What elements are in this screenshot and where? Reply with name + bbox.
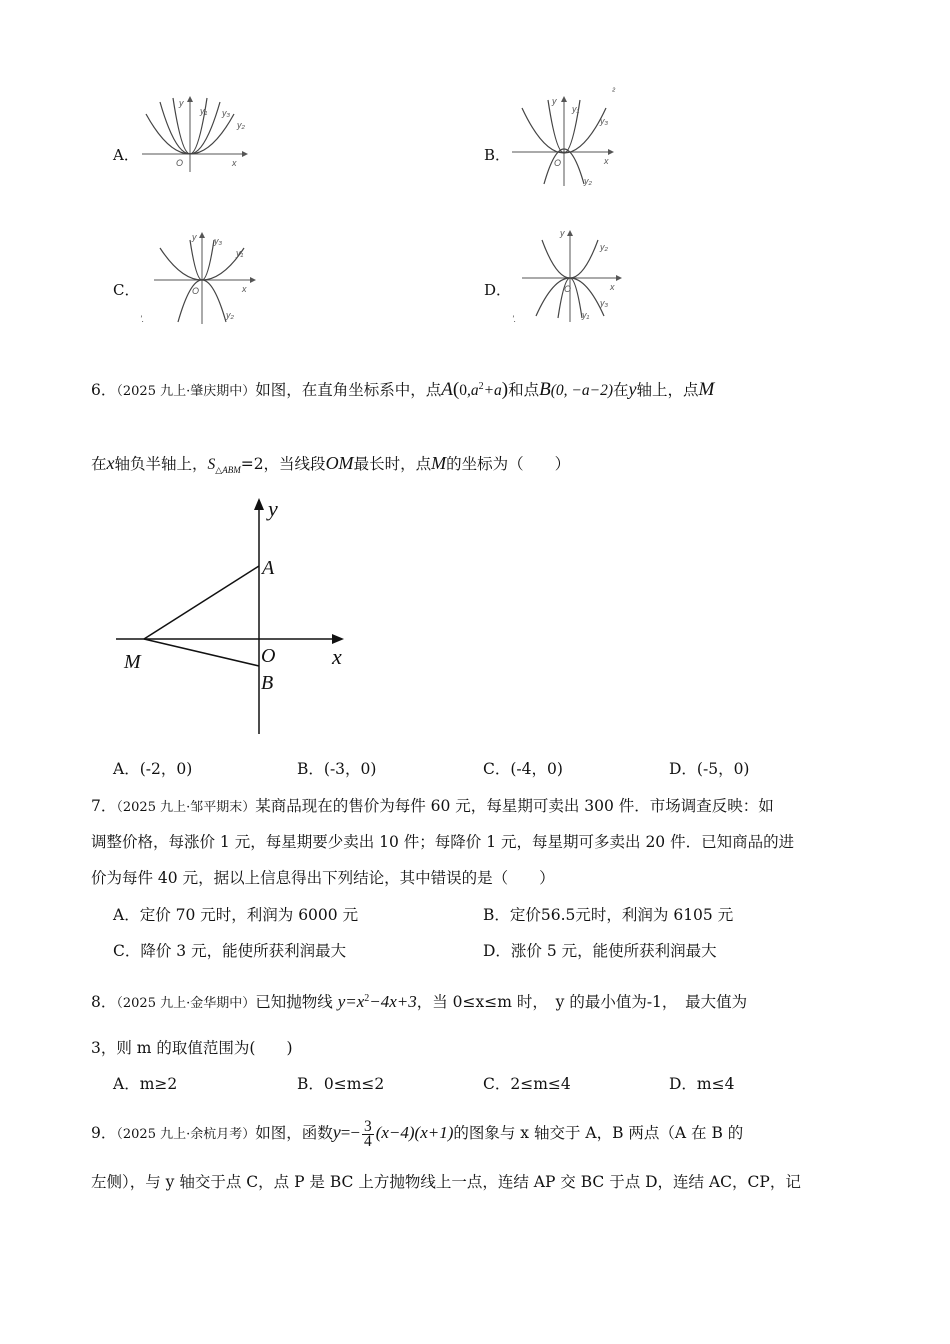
q6-a: a: [470, 382, 479, 400]
q5a-x-label: x: [232, 158, 237, 168]
q8-option-c: C．2≤m≤4: [483, 1075, 571, 1093]
q7-text1: 某商品现在的售价为每件 60 元，每星期可卖出 300 件．市场调查反映：如: [255, 797, 774, 815]
q9-factors: (x−4)(x+1): [375, 1123, 454, 1142]
q5-option-a-label: A．: [113, 146, 139, 164]
q5c-mark: '.: [140, 314, 145, 324]
q6-figure: [110, 492, 360, 746]
q5-graph-d: [508, 222, 626, 326]
q6-option-c: C．(-4，0): [483, 760, 563, 778]
q6-paren: (: [452, 379, 460, 401]
q6-b-coord: (0, −a−2): [550, 382, 613, 400]
q6-l2-end: 的坐标为（ ）: [446, 455, 571, 473]
q6-option-b: B．(-3，0): [297, 760, 377, 778]
q6-point-m: M: [698, 379, 715, 401]
q5a-y3-label: y₃: [222, 108, 231, 118]
q5a-y1-label: y₁: [200, 106, 208, 116]
q9-eq: =−: [340, 1123, 360, 1142]
q6-point-a: A: [441, 379, 453, 401]
q6-sup: 2: [478, 381, 484, 392]
q5c-y2-label: y₂: [226, 310, 234, 320]
q7-source: （2025 九上·邹平期末）: [116, 800, 256, 815]
q7-option-b: B．定价56.5元时，利润为 6105 元: [483, 906, 734, 924]
q5d-y1-label: y₁: [582, 310, 590, 320]
q9-frac-den: 4: [363, 1132, 372, 1150]
q6-fig-b: B: [261, 672, 274, 694]
q5-graph-a: [138, 94, 250, 174]
q5d-x-label: x: [610, 282, 615, 292]
q6-line2: [91, 452, 570, 481]
q7-line1: [91, 795, 774, 819]
q8-source: （2025 九上·金华期中）: [116, 996, 256, 1012]
q8-post: ，当 0≤x≤m 时， y 的最小值为-1， 最大值为: [416, 993, 748, 1012]
q6-option-d: D．(-5，0): [669, 760, 750, 778]
q9-pre: 如图，函数: [255, 1124, 333, 1142]
q5b-x-label: x: [604, 156, 609, 166]
q5c-y1-label: y₁: [236, 248, 244, 258]
q5b-y-label: y: [552, 96, 557, 106]
q8-pre: 已知抛物线: [255, 993, 333, 1012]
q6-l2-m: M: [431, 453, 447, 473]
q7-option-a: A．定价 70 元时，利润为 6000 元: [113, 906, 359, 924]
q5a-y-label: y: [179, 98, 184, 108]
q5d-y2-label: y₂: [600, 242, 608, 252]
q6-l2-sub: △ABM: [215, 465, 241, 476]
q6-point-b: B: [539, 379, 551, 401]
q6-source: （2025 九上·肇庆期中）: [116, 384, 256, 400]
q6-and: 和点: [508, 381, 540, 400]
q8-formula-rest: −4x+3: [369, 992, 417, 1012]
q5-option-c-label: C．: [113, 281, 140, 299]
q5c-o-label: O: [192, 286, 200, 296]
q6-l2-om: OM: [325, 453, 354, 473]
q5-graph-c: [138, 226, 256, 326]
q6-line1: [91, 376, 714, 403]
q6-paren-close: ): [501, 379, 509, 401]
q8-number: 8．: [91, 993, 117, 1012]
q6-l2-s: S: [207, 456, 216, 473]
q6-plus: +a: [483, 382, 502, 400]
q5c-y3-label: y₃: [214, 236, 223, 246]
q5a-o-label: O: [176, 158, 184, 168]
q6-text: 如图，在直角坐标系中，点: [255, 381, 442, 400]
q9-post: 的图象与 x 轴交于 A，B 两点（A 在 B 的: [453, 1124, 744, 1142]
q5b-y2-label: y₂: [584, 176, 592, 186]
q6-l2-eq: =2，当线段: [240, 455, 326, 473]
q5-graph-b: [508, 86, 620, 188]
q5b-y3-label: y₃: [600, 116, 609, 126]
q9-frac-num: 3: [363, 1117, 372, 1135]
q5c-x-label: x: [242, 284, 247, 294]
q5-option-b-label: B．: [484, 146, 511, 164]
q8-line2: 3，则 m 的取值范围为( ): [91, 1039, 293, 1057]
q6-fig-a: A: [262, 557, 275, 579]
q7-number: 7．: [91, 797, 117, 815]
q9-source: （2025 九上·余杭月考）: [116, 1127, 256, 1142]
q6-l2-post: 最长时，点: [353, 455, 432, 473]
q7-line2: 调整价格，每涨价 1 元，每星期要少卖出 10 件；每降价 1 元，每星期可多卖出 20 件．已知商品的进: [91, 833, 795, 851]
q6-number: 6．: [91, 381, 117, 400]
q5d-y-label: y: [560, 228, 565, 238]
q9-line2: 左侧），与 y 轴交于点 C，点 P 是 BC 上方抛物线上一点，连结 AP 交 BC 于点 D，连结 AC，CP，记: [91, 1173, 801, 1191]
q9-y: y: [332, 1122, 341, 1142]
q8-option-d: D．m≤4: [669, 1075, 735, 1093]
q9-fraction: [362, 1117, 374, 1150]
q8-option-b: B．0≤m≤2: [297, 1075, 385, 1093]
q8-option-a: A．m≥2: [113, 1075, 178, 1093]
q5b-mark: ²: [612, 86, 615, 96]
q5a-y2-label: y₂: [237, 120, 245, 130]
q7-option-c: C．降价 3 元，能使所获利润最大: [113, 942, 347, 960]
q6-on: 在: [612, 381, 629, 400]
q7-line3: 价为每件 40 元，据以上信息得出下列结论，其中错误的是（ ）: [91, 869, 555, 887]
q8-formula-sup: 2: [364, 993, 370, 1004]
q5b-y1-label: y₁: [572, 104, 580, 114]
q9-number: 9．: [91, 1124, 117, 1142]
q5-option-d-label: D．: [484, 281, 512, 299]
q8-formula: y=x: [337, 992, 365, 1012]
q6-option-a: A．(-2，0): [113, 760, 193, 778]
q9-line1: [91, 1114, 743, 1153]
q6-l2-pre: 在: [91, 455, 107, 473]
q8-line1: [91, 988, 747, 1015]
q6-fig-o: O: [261, 645, 276, 667]
q5d-y3-label: y₃: [600, 298, 609, 308]
q6-fig-m: M: [124, 651, 141, 673]
q5d-mark: '.: [512, 314, 517, 324]
q5b-o-label: O: [554, 158, 562, 168]
q6-coord: 0,: [459, 382, 471, 400]
q5c-y-label: y: [192, 232, 197, 242]
q5d-o-label: O: [564, 284, 572, 294]
q6-axis: 轴上，点: [636, 381, 699, 400]
q6-y: y: [628, 379, 637, 400]
q6-l2-mid: 轴负半轴上，: [114, 455, 208, 473]
q6-fig-y: y: [268, 496, 278, 521]
q6-l2-x: x: [106, 453, 115, 473]
q7-option-d: D．涨价 5 元，能使所获利润最大: [483, 942, 717, 960]
q6-fig-x: x: [332, 644, 342, 669]
